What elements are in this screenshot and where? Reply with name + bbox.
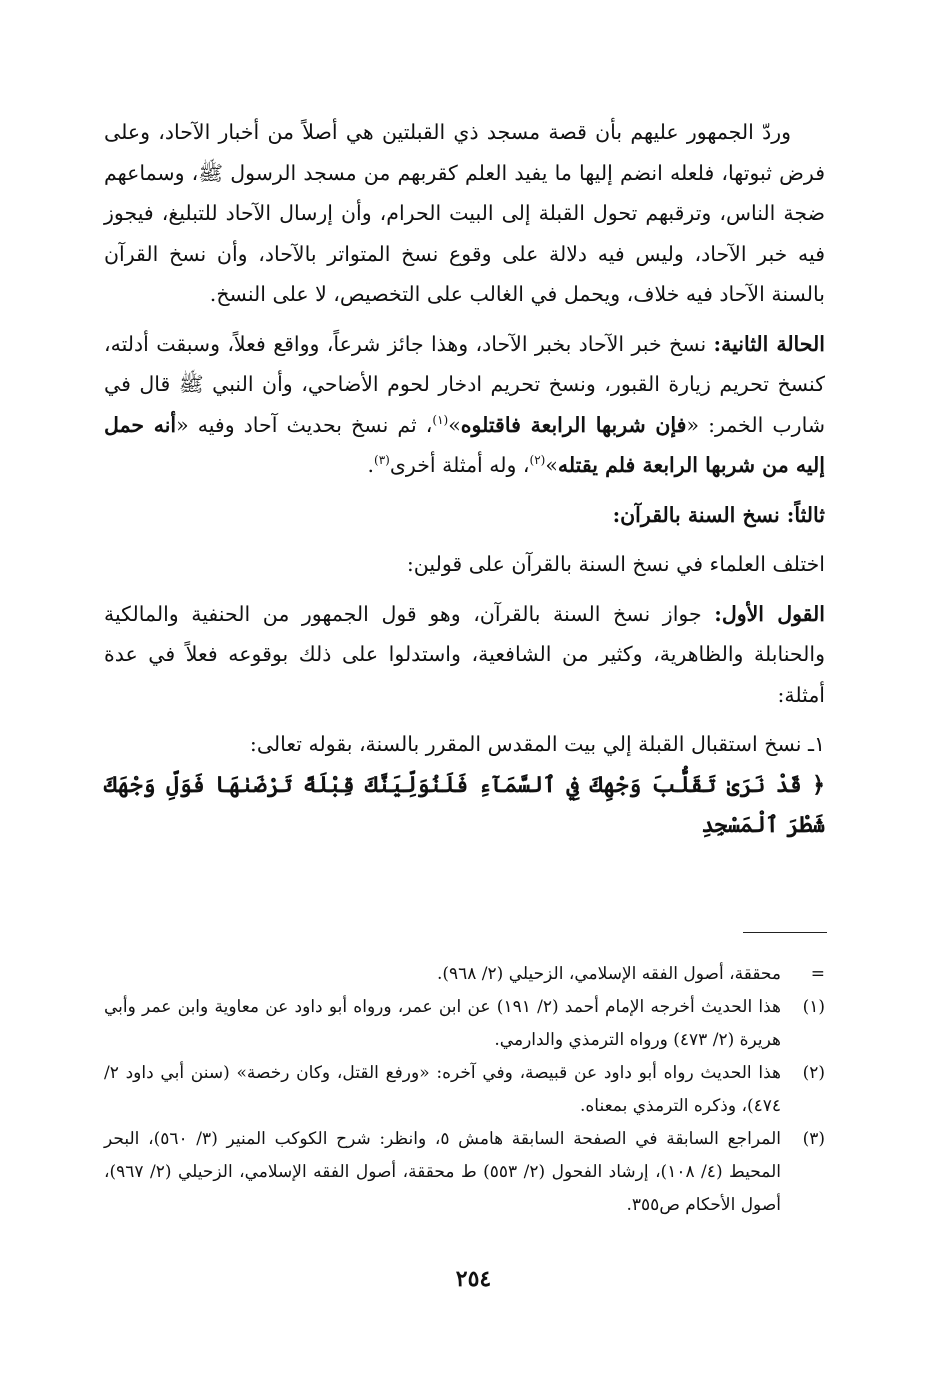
footnote-text: محققة، أصول الفقه الإسلامي، الزحيلي (٢/ ٩٦٨). [436, 964, 781, 984]
second-case-text-b: » [448, 412, 461, 437]
footnote-text: المراجع السابقة في الصفحة السابقة هامش ٥، وانظر: شرح الكوكب المنير (٣/ ٥٦٠)، البحر المحيط (٤/ ١٠٨)، إرشاد الفحول (٢/ ٥٥٣) ط محققة، أصول الفقه الإسلامي، الزحيلي (٢/ ٩٦٧)، أصول الأحكام ص٣٥٥. [104, 1129, 782, 1215]
paragraph-second-case [104, 324, 825, 486]
footnote-number: (٣) [802, 1129, 825, 1149]
second-case-text-a: نسخ خبر الآحاد بخبر الآحاد، وهذا جائز شرعاً، وواقع فعلاً، وسبقت أدلته، كنسخ تحريم زيارة القبور، ونسخ تحريم ادخار لحوم الأضاحي، وأن النبي ﷺ قال في شارب الخمر: « [104, 331, 825, 437]
hadith-quote-1: فإن شربها الرابعة فاقتلوه [460, 412, 687, 437]
second-case-text-e: ، وله أمثلة أخرى [389, 453, 530, 477]
quran-verse: ﴿ قَدْ نَرَىٰ تَقَلُّبَ وَجْهِكَ فِي ٱلسَّمَآءِ فَلَنُوَلِّيَنَّكَ قِبْلَةً تَرْضَىٰهَا فَوَلِّ وَجْهَكَ شَطْرَ ٱلْمَسْجِدِ [104, 771, 825, 838]
second-case-text-f: . [367, 453, 375, 477]
paragraph-majority-reply: وردّ الجمهور عليهم بأن قصة مسجد ذي القبلتين هي أصلاً من أخبار الآحاد، وعلى فرض ثبوتها، فلعله انضم إليها ما يفيد العلم كقربهم من مسجد الرسول ﷺ، وسماعهم ضجة الناس، وترقبهم تحول القبلة إلى البيت الحرام، وأن إرسال الآحاد للتبليغ، فيجوز فيه خبر الآحاد، وليس فيه دلالة على وقوع نسخ المتواتر بالآحاد، وأن نسخ القرآن بالسنة الآحاد فيه خلاف، ويحمل في الغالب على التخصيص، لا على النسخ. [104, 120, 825, 306]
footnote-2 [104, 1057, 825, 1123]
section-heading-third: ثالثاً: نسخ السنة بالقرآن: [612, 502, 825, 527]
footnote-text: هذا الحديث رواه أبو داود عن قبيصة، وفي آخره: «ورفع القتل، وكان رخصة» (سنن أبي داود ٢/ ٤٧٤)، وذكره الترمذي بمعناه. [104, 1063, 781, 1116]
footnote-text: هذا الحديث أخرجه الإمام أحمد (٢/ ١٩١) عن ابن عمر، ورواه أبو داود عن معاوية وابن عمر وأبي هريرة (٢/ ٤٧٣) ورواه الترمذي والدارمي. [104, 997, 782, 1050]
first-opinion-label: القول الأول: [714, 601, 825, 626]
hadith-quote-2: أنه حمل إليه من شربها الرابعة فلم يقتله [104, 412, 825, 477]
second-case-text-d: » [545, 453, 558, 477]
second-case-label: الحالة الثانية: [713, 331, 825, 356]
footnote-ref-1[interactable]: (١) [432, 412, 449, 427]
footnote-number: (١) [802, 997, 825, 1017]
footnote-continued [104, 958, 825, 991]
footnotes [104, 958, 825, 1222]
footnote-ref-2[interactable]: (٢) [529, 453, 546, 468]
paragraph-first-opinion [104, 594, 825, 716]
footnote-3 [104, 1123, 825, 1222]
main-text [104, 112, 825, 855]
second-case-text-c: ، ثم نسخ بحديث آحاد وفيه « [176, 412, 433, 437]
footnote-ref-3[interactable]: (٣) [374, 453, 390, 468]
first-opinion-text: جواز نسخ السنة بالقرآن، وهو قول الجمهور من الحنفية والمالكية والحنابلة والظاهرية، وكثير من الشافعية، واستدلوا على ذلك بوقوعه فعلاً في عدة أمثلة: [104, 601, 825, 707]
footnote-1 [104, 991, 825, 1057]
page-number: ٢٥٤ [455, 1266, 492, 1292]
paragraph-example-1: ١ـ نسخ استقبال القبلة إلي بيت المقدس المقرر بالسنة، بقوله تعالى: [249, 732, 825, 756]
footnote-number: (٢) [802, 1063, 825, 1083]
paragraph-disagreement: اختلف العلماء في نسخ السنة بالقرآن على قولين: [406, 552, 825, 576]
footnote-marker: = [810, 964, 825, 984]
footnote-separator [743, 932, 827, 933]
